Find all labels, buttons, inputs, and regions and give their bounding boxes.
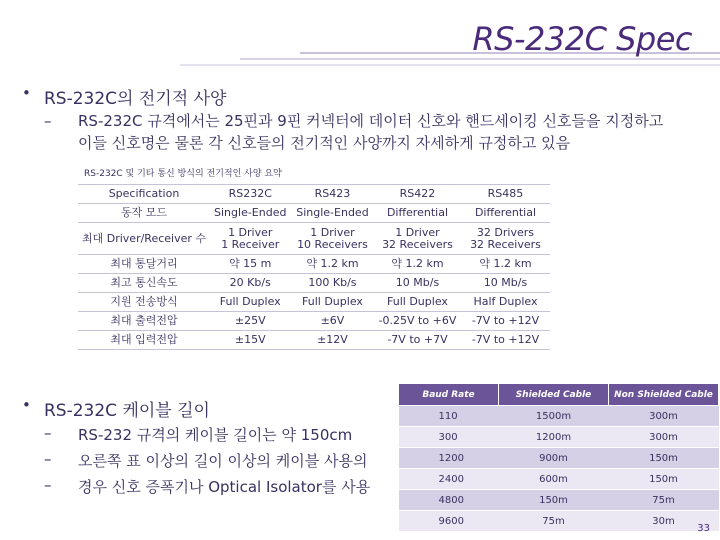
title-divider-line <box>180 64 720 66</box>
sub-bullet-cable-line <box>44 476 371 497</box>
spec-cell: -7V to +7V <box>387 333 448 346</box>
spec-table-row <box>78 255 550 274</box>
spec-cell: ±6V <box>320 314 345 327</box>
cable-length-table <box>398 383 719 532</box>
cable-cell: 150m <box>609 448 719 469</box>
bullet-text: RS-232C의 전기적 사양 <box>44 89 227 109</box>
spec-row-label: 최대 출력전압 <box>110 314 178 327</box>
cable-cell: 300m <box>609 406 719 427</box>
spec-cell-line: 32 Receivers <box>382 237 453 251</box>
cable-table-row <box>399 406 719 427</box>
cable-cell: 1200m <box>499 427 609 448</box>
title-divider-line <box>240 58 720 60</box>
spec-cell: ±25V <box>234 314 266 327</box>
cable-table-row <box>399 427 719 448</box>
sub-bullet-text: 오른쪽 표 이상의 길이 이상의 케이블 사용의 <box>78 452 368 470</box>
cable-table-row <box>399 469 719 490</box>
cable-header-cell: Shielded Cable <box>499 384 609 406</box>
cable-cell: 900m <box>499 448 609 469</box>
spec-table-row <box>78 274 550 293</box>
spec-cell <box>290 223 374 255</box>
spec-header-cell: RS422 <box>399 187 436 200</box>
sub-bullet-cable-line <box>44 450 368 471</box>
spec-header-cell: Specification <box>108 187 180 200</box>
spec-cell: Differential <box>474 206 536 219</box>
spec-table-row <box>78 204 550 223</box>
spec-row-label: 최대 Driver/Receiver 수 <box>82 231 207 245</box>
cable-cell: 150m <box>499 490 609 511</box>
cable-header-cell: Non Shielded Cable <box>609 384 719 406</box>
spec-cell: Full Duplex <box>302 295 363 308</box>
title-band <box>0 0 720 72</box>
spec-cell: Half Duplex <box>473 295 538 308</box>
spec-row-label: 지원 전송방식 <box>110 295 178 308</box>
cable-header-cell: Baud Rate <box>399 384 499 406</box>
spec-cell: 10 Mb/s <box>395 276 440 289</box>
spec-row-label: 동작 모드 <box>121 206 168 219</box>
sub-bullet-text: 경우 신호 증폭기나 Optical Isolator를 사용 <box>78 478 371 496</box>
spec-cell-line: 1 Driver <box>228 225 273 239</box>
spec-cell <box>374 223 460 255</box>
spec-cell <box>460 223 550 255</box>
dash-icon: – <box>44 450 52 468</box>
bullet-electrical-spec <box>22 84 227 109</box>
spec-cell: 약 15 m <box>229 257 272 270</box>
spec-cell: Single-Ended <box>214 206 287 219</box>
cable-cell: 600m <box>499 469 609 490</box>
spec-cell: Full Duplex <box>387 295 448 308</box>
dash-icon: – <box>44 424 52 442</box>
spec-cell: -7V to +12V <box>471 314 540 327</box>
spec-cell: -0.25V to +6V <box>378 314 457 327</box>
spec-table-row <box>78 223 550 255</box>
spec-cell: 10 Mb/s <box>483 276 528 289</box>
spec-row-label: 최고 통신속도 <box>110 276 178 289</box>
cable-table-header-row <box>399 384 719 406</box>
spec-table-caption: RS-232C 및 기타 통신 방식의 전기적인 사양 요약 <box>84 169 282 179</box>
cable-table-row <box>399 490 719 511</box>
cable-table-row <box>399 511 719 532</box>
cable-cell: 1500m <box>499 406 609 427</box>
cable-cell: 9600 <box>399 511 499 532</box>
cable-cell: 4800 <box>399 490 499 511</box>
spec-table-row <box>78 293 550 312</box>
spec-cell: Single-Ended <box>296 206 369 219</box>
spec-cell-line: 1 Driver <box>310 225 355 239</box>
sub-bullet-line: RS-232C 규격에서는 25핀과 9핀 커넥터에 데이터 신호와 핸드세이킹 신호들을 지정하고 <box>78 112 664 130</box>
spec-row-label: 최대 통달거리 <box>110 257 178 270</box>
spec-cell: 20 Kb/s <box>229 276 271 289</box>
cable-cell: 110 <box>399 406 499 427</box>
cable-cell: 150m <box>609 469 719 490</box>
cable-table-row <box>399 448 719 469</box>
bullet-text: RS-232C 케이블 길이 <box>44 401 210 421</box>
cable-cell: 75m <box>499 511 609 532</box>
spec-cell: Differential <box>386 206 448 219</box>
spec-header-cell: RS232C <box>228 187 272 200</box>
sub-bullet-description <box>44 110 718 154</box>
spec-table-row <box>78 331 550 350</box>
spec-header-cell: RS485 <box>487 187 524 200</box>
cable-cell: 30m <box>609 511 719 532</box>
spec-cell <box>210 223 290 255</box>
sub-bullet-text: RS-232 규격의 케이블 길이는 약 150cm <box>78 426 353 444</box>
spec-header-cell: RS423 <box>314 187 351 200</box>
bullet-cable-length <box>22 396 210 421</box>
spec-row-label: 최대 입력전압 <box>110 333 178 346</box>
spec-cell-line: 10 Receivers <box>297 237 368 251</box>
spec-cell-line: 32 Drivers <box>476 225 534 239</box>
spec-cell-line: 32 Receivers <box>470 237 541 251</box>
cable-cell: 300 <box>399 427 499 448</box>
dash-icon: – <box>44 476 52 494</box>
dash-icon: – <box>44 112 52 130</box>
slide-title: RS-232C Spec <box>472 20 692 58</box>
spec-cell: 100 Kb/s <box>308 276 357 289</box>
spec-table-row <box>78 312 550 331</box>
cable-cell: 300m <box>609 427 719 448</box>
bullet-dot-icon: • <box>22 396 31 414</box>
cable-cell: 1200 <box>399 448 499 469</box>
page-number: 33 <box>697 523 710 534</box>
cable-cell: 75m <box>609 490 719 511</box>
spec-table <box>78 184 550 350</box>
spec-cell: 약 1.2 km <box>479 257 532 270</box>
spec-cell: ±15V <box>234 333 266 346</box>
spec-cell: -7V to +12V <box>471 333 540 346</box>
spec-cell-line: 1 Receiver <box>221 237 280 251</box>
spec-cell: 약 1.2 km <box>391 257 444 270</box>
sub-bullet-cable-line <box>44 424 353 445</box>
sub-bullet-line: 이들 신호명은 물론 각 신호들의 전기적인 사양까지 자세하게 규정하고 있음 <box>78 134 571 152</box>
spec-cell: Full Duplex <box>219 295 281 308</box>
spec-cell: ±12V <box>317 333 348 346</box>
cable-cell: 2400 <box>399 469 499 490</box>
bullet-dot-icon: • <box>22 84 31 102</box>
spec-cell: 약 1.2 km <box>306 257 359 270</box>
spec-table-header-row <box>78 185 550 204</box>
spec-cell-line: 1 Driver <box>395 225 440 239</box>
